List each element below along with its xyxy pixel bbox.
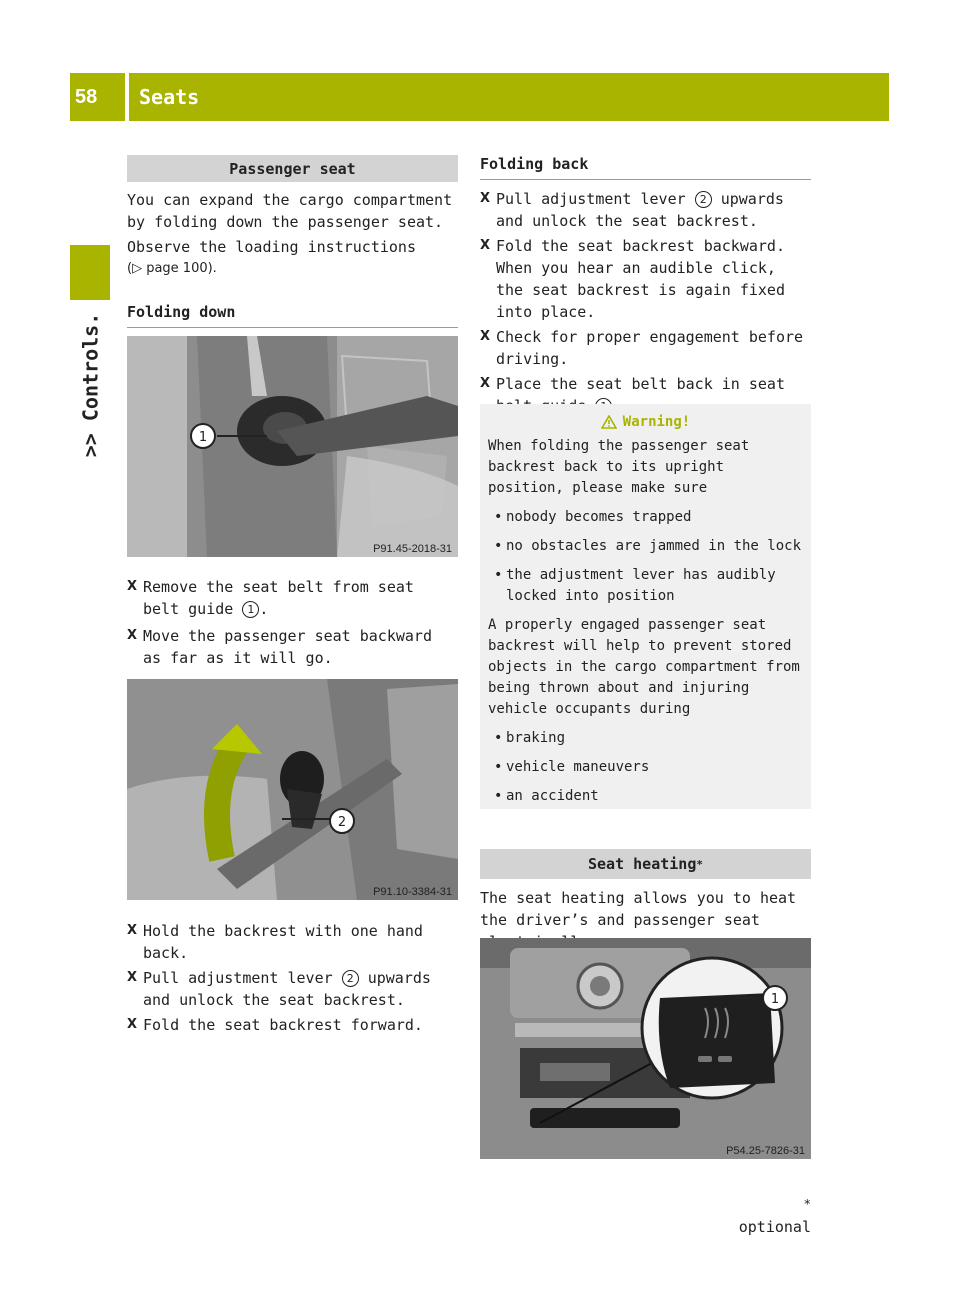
page-number: 58 xyxy=(70,73,125,121)
warning-box xyxy=(480,404,811,809)
step-fold-backward: X Fold the seat backrest backward. When you hear an audible click, the seat backrest is again fixed into place. xyxy=(480,235,811,323)
list-item: • no obstacles are jammed in the lock xyxy=(488,536,803,557)
photo2-callout: 2 xyxy=(337,815,347,830)
photo3-code: P54.25-7826-31 xyxy=(726,1145,805,1157)
list-item: • the adjustment lever has audibly locked into position xyxy=(488,565,803,607)
photo3-callout: 1 xyxy=(770,992,780,1007)
warning-icon xyxy=(601,415,617,429)
step-fold-forward: X Fold the seat backrest forward. xyxy=(127,1014,458,1036)
list-item: • nobody becomes trapped xyxy=(488,507,803,528)
steps-folding-down-b xyxy=(127,920,458,1036)
optional-star: * xyxy=(696,857,703,871)
warning-bullets-1 xyxy=(488,507,803,607)
step-pull-lever-back: X Pull adjustment lever 2 upwards and unlock the seat backrest. xyxy=(480,188,811,232)
step-check-engagement: X Check for proper engagement before driving. xyxy=(480,326,811,370)
section-title-passenger-seat: Passenger seat xyxy=(127,155,458,182)
intro-paragraph-2 xyxy=(127,236,458,280)
step-remove-belt: X Remove the seat belt from seat belt guide 1 . xyxy=(127,576,458,620)
subheading-folding-back: Folding back xyxy=(480,155,811,180)
list-item: • vehicle maneuvers xyxy=(488,757,803,778)
warning-title: Warning! xyxy=(488,414,803,430)
intro-text: Observe the loading instructions xyxy=(127,238,416,256)
step-place-belt: X Place the seat belt back in seat xyxy=(480,373,811,417)
side-tab xyxy=(70,300,110,470)
step-hold-backrest: X Hold the backrest with one hand back. xyxy=(127,920,458,964)
photo-seat-heating-switch xyxy=(480,938,811,1159)
page-reference[interactable]: (▷ page 100). xyxy=(127,261,217,276)
page-title: Seats xyxy=(129,73,889,121)
warning-bullets-2 xyxy=(488,728,803,807)
callout-badge: 1 xyxy=(242,601,259,618)
step-move-seat: X Move the passenger seat backward as far as it will go. xyxy=(127,625,458,669)
side-tab-label: >> Controls. xyxy=(78,312,102,458)
list-item: • an accident xyxy=(488,786,803,807)
section-title-seat-heating: Seat heating * xyxy=(480,849,811,879)
heating-paragraph: The seat heating allows you to heat the driver’s and passenger seat xyxy=(480,889,797,929)
warning-text-2: A properly engaged passenger seat backrest will help to prevent stored objects in the cargo compartment from being thrown about and injuring vehicle occupants during xyxy=(488,617,800,717)
steps-folding-back xyxy=(480,188,811,417)
subheading-folding-down: Folding down xyxy=(127,303,458,328)
callout-badge: 2 xyxy=(695,191,712,208)
side-tab-block xyxy=(70,245,110,300)
footer-optional-note: * optional xyxy=(738,1196,811,1236)
photo1-callout: 1 xyxy=(198,430,208,445)
list-item: • braking xyxy=(488,728,803,749)
steps-folding-down-a xyxy=(127,576,458,669)
footer-star: * xyxy=(803,1196,811,1211)
intro-paragraph-1: You can expand the cargo compartment by folding down the passenger seat. xyxy=(127,191,453,231)
photo2-code: P91.10-3384-31 xyxy=(373,886,452,898)
step-pull-lever: X Pull adjustment lever 2 upwards and unlock the seat backrest. xyxy=(127,967,458,1011)
callout-badge: 2 xyxy=(342,970,359,987)
photo-adjustment-lever xyxy=(127,679,458,900)
photo-seat-belt-guide xyxy=(127,336,458,557)
photo1-code: P91.45-2018-31 xyxy=(373,543,452,555)
warning-text-1: When folding the passenger seat backrest back to its upright position, please make sure xyxy=(488,438,750,496)
